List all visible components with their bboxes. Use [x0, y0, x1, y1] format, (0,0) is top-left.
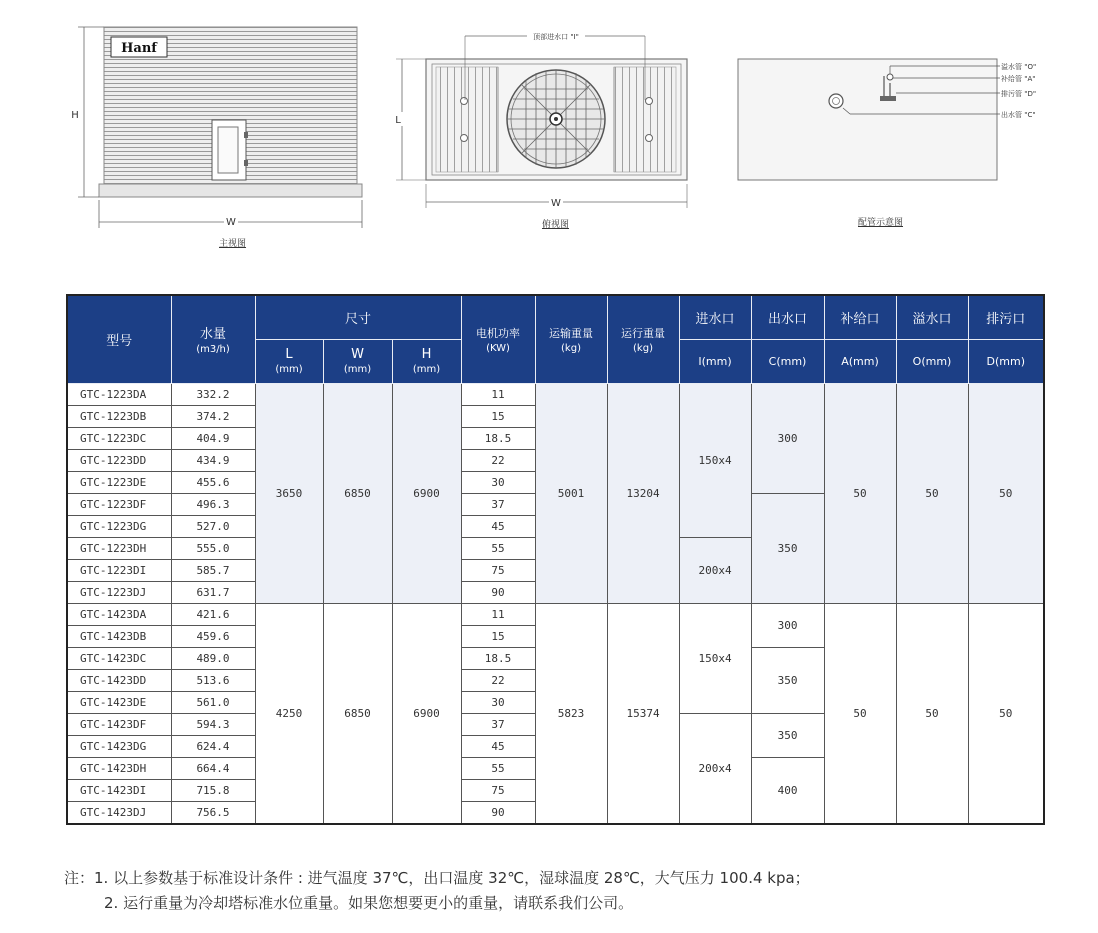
cell-drain: 50 [968, 603, 1044, 824]
header-drain: 排污口 [968, 295, 1044, 339]
top-view [393, 30, 687, 209]
header-makeup: 补给口 [824, 295, 896, 339]
header-size-l [255, 339, 323, 383]
cell-model: GTC-1223DH [67, 537, 171, 559]
cell-inlet: 200x4 [679, 713, 751, 824]
cell-flow: 513.6 [171, 669, 255, 691]
header-outlet-unit: C(mm) [751, 339, 824, 383]
cell-model: GTC-1223DI [67, 559, 171, 581]
cell-length: 3650 [255, 383, 323, 603]
header-model: 型号 [67, 295, 171, 383]
cell-flow: 664.4 [171, 757, 255, 779]
cell-model: GTC-1223DJ [67, 581, 171, 603]
header-transport-weight-label: 运输重量 [549, 326, 594, 340]
top-dim-l: L [395, 115, 401, 126]
cell-flow: 631.7 [171, 581, 255, 603]
header-power [461, 295, 535, 383]
pipe-drain-label: 排污管 "D" [1001, 90, 1037, 98]
header-h-label: H [421, 347, 432, 362]
front-dim-w: W [226, 217, 236, 228]
cell-flow: 489.0 [171, 647, 255, 669]
cell-power: 55 [461, 537, 535, 559]
cell-power: 15 [461, 405, 535, 427]
cell-outlet: 350 [751, 493, 824, 603]
cell-model: GTC-1423DG [67, 735, 171, 757]
cell-model: GTC-1223DA [67, 383, 171, 405]
cell-makeup: 50 [824, 383, 896, 603]
cell-power: 30 [461, 471, 535, 493]
cell-transport-weight: 5823 [535, 603, 607, 824]
cell-power: 22 [461, 449, 535, 471]
notes [64, 866, 810, 916]
cell-height: 6900 [392, 603, 461, 824]
cell-flow: 434.9 [171, 449, 255, 471]
cell-power: 11 [461, 383, 535, 405]
pipe-layout-view [738, 59, 1036, 180]
cell-model: GTC-1223DD [67, 449, 171, 471]
cell-model: GTC-1423DI [67, 779, 171, 801]
cell-flow: 455.6 [171, 471, 255, 493]
cell-outlet: 350 [751, 713, 824, 757]
note-prefix: 注： [64, 869, 95, 887]
header-l-unit: (mm) [275, 364, 303, 375]
cell-flow: 555.0 [171, 537, 255, 559]
cell-inlet: 150x4 [679, 603, 751, 713]
front-view [70, 27, 362, 228]
cell-model: GTC-1223DG [67, 515, 171, 537]
header-flow [171, 295, 255, 383]
cell-power: 37 [461, 713, 535, 735]
header-power-unit: (KW) [486, 342, 510, 354]
cell-flow: 459.6 [171, 625, 255, 647]
header-flow-label: 水量 [199, 327, 226, 343]
cell-overflow: 50 [896, 383, 968, 603]
cell-model: GTC-1423DE [67, 691, 171, 713]
header-outlet: 出水口 [751, 295, 824, 339]
cell-inlet: 200x4 [679, 537, 751, 603]
front-view-caption: 主视图 [219, 239, 247, 249]
cell-model: GTC-1423DA [67, 603, 171, 625]
cell-transport-weight: 5001 [535, 383, 607, 603]
cell-operating-weight: 15374 [607, 603, 679, 824]
cell-length: 4250 [255, 603, 323, 824]
cell-flow: 421.6 [171, 603, 255, 625]
cell-flow: 561.0 [171, 691, 255, 713]
table-row [67, 383, 1044, 405]
cell-flow: 715.8 [171, 779, 255, 801]
header-operating-weight-unit: (kg) [633, 342, 653, 354]
header-overflow: 溢水口 [896, 295, 968, 339]
header-l-label: L [285, 347, 293, 362]
header-drain-unit: D(mm) [968, 339, 1044, 383]
note-1-text: 1. 以上参数基于标准设计条件 : 进气温度 37℃，出口温度 32℃，湿球温度 28℃，大气压力 100.4 kpa； [94, 869, 810, 887]
cell-power: 45 [461, 515, 535, 537]
front-dim-h: H [71, 110, 79, 121]
cell-model: GTC-1423DD [67, 669, 171, 691]
cell-model: GTC-1423DB [67, 625, 171, 647]
header-inlet-unit: I(mm) [679, 339, 751, 383]
access-door [212, 120, 248, 180]
header-size-w [323, 339, 392, 383]
pipe-makeup-label: 补给管 "A" [1001, 75, 1036, 83]
cell-power: 37 [461, 493, 535, 515]
header-operating-weight-label: 运行重量 [621, 326, 666, 340]
cell-outlet: 300 [751, 383, 824, 493]
cell-power: 45 [461, 735, 535, 757]
cell-model: GTC-1223DF [67, 493, 171, 515]
cell-power: 18.5 [461, 647, 535, 669]
header-makeup-unit: A(mm) [824, 339, 896, 383]
cell-outlet: 300 [751, 603, 824, 647]
cell-height: 6900 [392, 383, 461, 603]
cell-power: 11 [461, 603, 535, 625]
cell-drain: 50 [968, 383, 1044, 603]
top-dim-w: W [551, 198, 561, 209]
pipe-overflow-label: 溢水管 "O" [1001, 63, 1037, 71]
cell-flow: 404.9 [171, 427, 255, 449]
cell-overflow: 50 [896, 603, 968, 824]
cell-model: GTC-1423DJ [67, 801, 171, 824]
cell-flow: 756.5 [171, 801, 255, 824]
cell-operating-weight: 13204 [607, 383, 679, 603]
cell-model: GTC-1223DC [67, 427, 171, 449]
note-line-2: 2. 运行重量为冷却塔标准水位重量。如果您想要更小的重量，请联系我们公司。 [104, 894, 634, 912]
logo-text: Hanf [121, 41, 157, 56]
note-line-1 [64, 866, 810, 891]
header-h-unit: (mm) [412, 364, 441, 375]
cell-model: GTC-1423DF [67, 713, 171, 735]
cell-power: 75 [461, 779, 535, 801]
cell-width: 6850 [323, 383, 392, 603]
top-view-caption: 俯视图 [542, 220, 570, 230]
header-power-label: 电机功率 [476, 326, 521, 340]
cell-model: GTC-1223DB [67, 405, 171, 427]
cell-model: GTC-1423DH [67, 757, 171, 779]
cell-power: 18.5 [461, 427, 535, 449]
cell-width: 6850 [323, 603, 392, 824]
cell-flow: 496.3 [171, 493, 255, 515]
brand-logo [111, 37, 167, 57]
header-overflow-unit: O(mm) [896, 339, 968, 383]
header-w-label: W [351, 347, 364, 362]
cell-power: 90 [461, 581, 535, 603]
cell-model: GTC-1423DC [67, 647, 171, 669]
top-inlet-label: 顶部进水口 "I" [533, 33, 579, 41]
header-operating-weight [607, 295, 679, 383]
pipe-outlet-label: 出水管 "C" [1001, 111, 1036, 119]
cell-power: 90 [461, 801, 535, 824]
header-transport-weight [535, 295, 607, 383]
pipe-view-caption: 配管示意图 [858, 218, 904, 228]
table-row [67, 603, 1044, 625]
header-transport-weight-unit: (kg) [561, 342, 581, 354]
cell-model: GTC-1223DE [67, 471, 171, 493]
cell-inlet: 150x4 [679, 383, 751, 537]
header-flow-unit: (m3/h) [196, 344, 230, 356]
cell-makeup: 50 [824, 603, 896, 824]
header-size: 尺寸 [255, 295, 461, 339]
fan-guard [507, 70, 605, 168]
spec-table [66, 294, 1045, 825]
header-size-h [392, 339, 461, 383]
cell-flow: 527.0 [171, 515, 255, 537]
cell-power: 15 [461, 625, 535, 647]
cell-flow: 594.3 [171, 713, 255, 735]
cell-power: 30 [461, 691, 535, 713]
cell-outlet: 350 [751, 647, 824, 713]
cell-power: 55 [461, 757, 535, 779]
cell-flow: 374.2 [171, 405, 255, 427]
cell-power: 75 [461, 559, 535, 581]
cell-flow: 624.4 [171, 735, 255, 757]
cell-flow: 585.7 [171, 559, 255, 581]
cell-outlet: 400 [751, 757, 824, 824]
header-inlet: 进水口 [679, 295, 751, 339]
cell-flow: 332.2 [171, 383, 255, 405]
cell-power: 22 [461, 669, 535, 691]
header-w-unit: (mm) [343, 364, 372, 375]
